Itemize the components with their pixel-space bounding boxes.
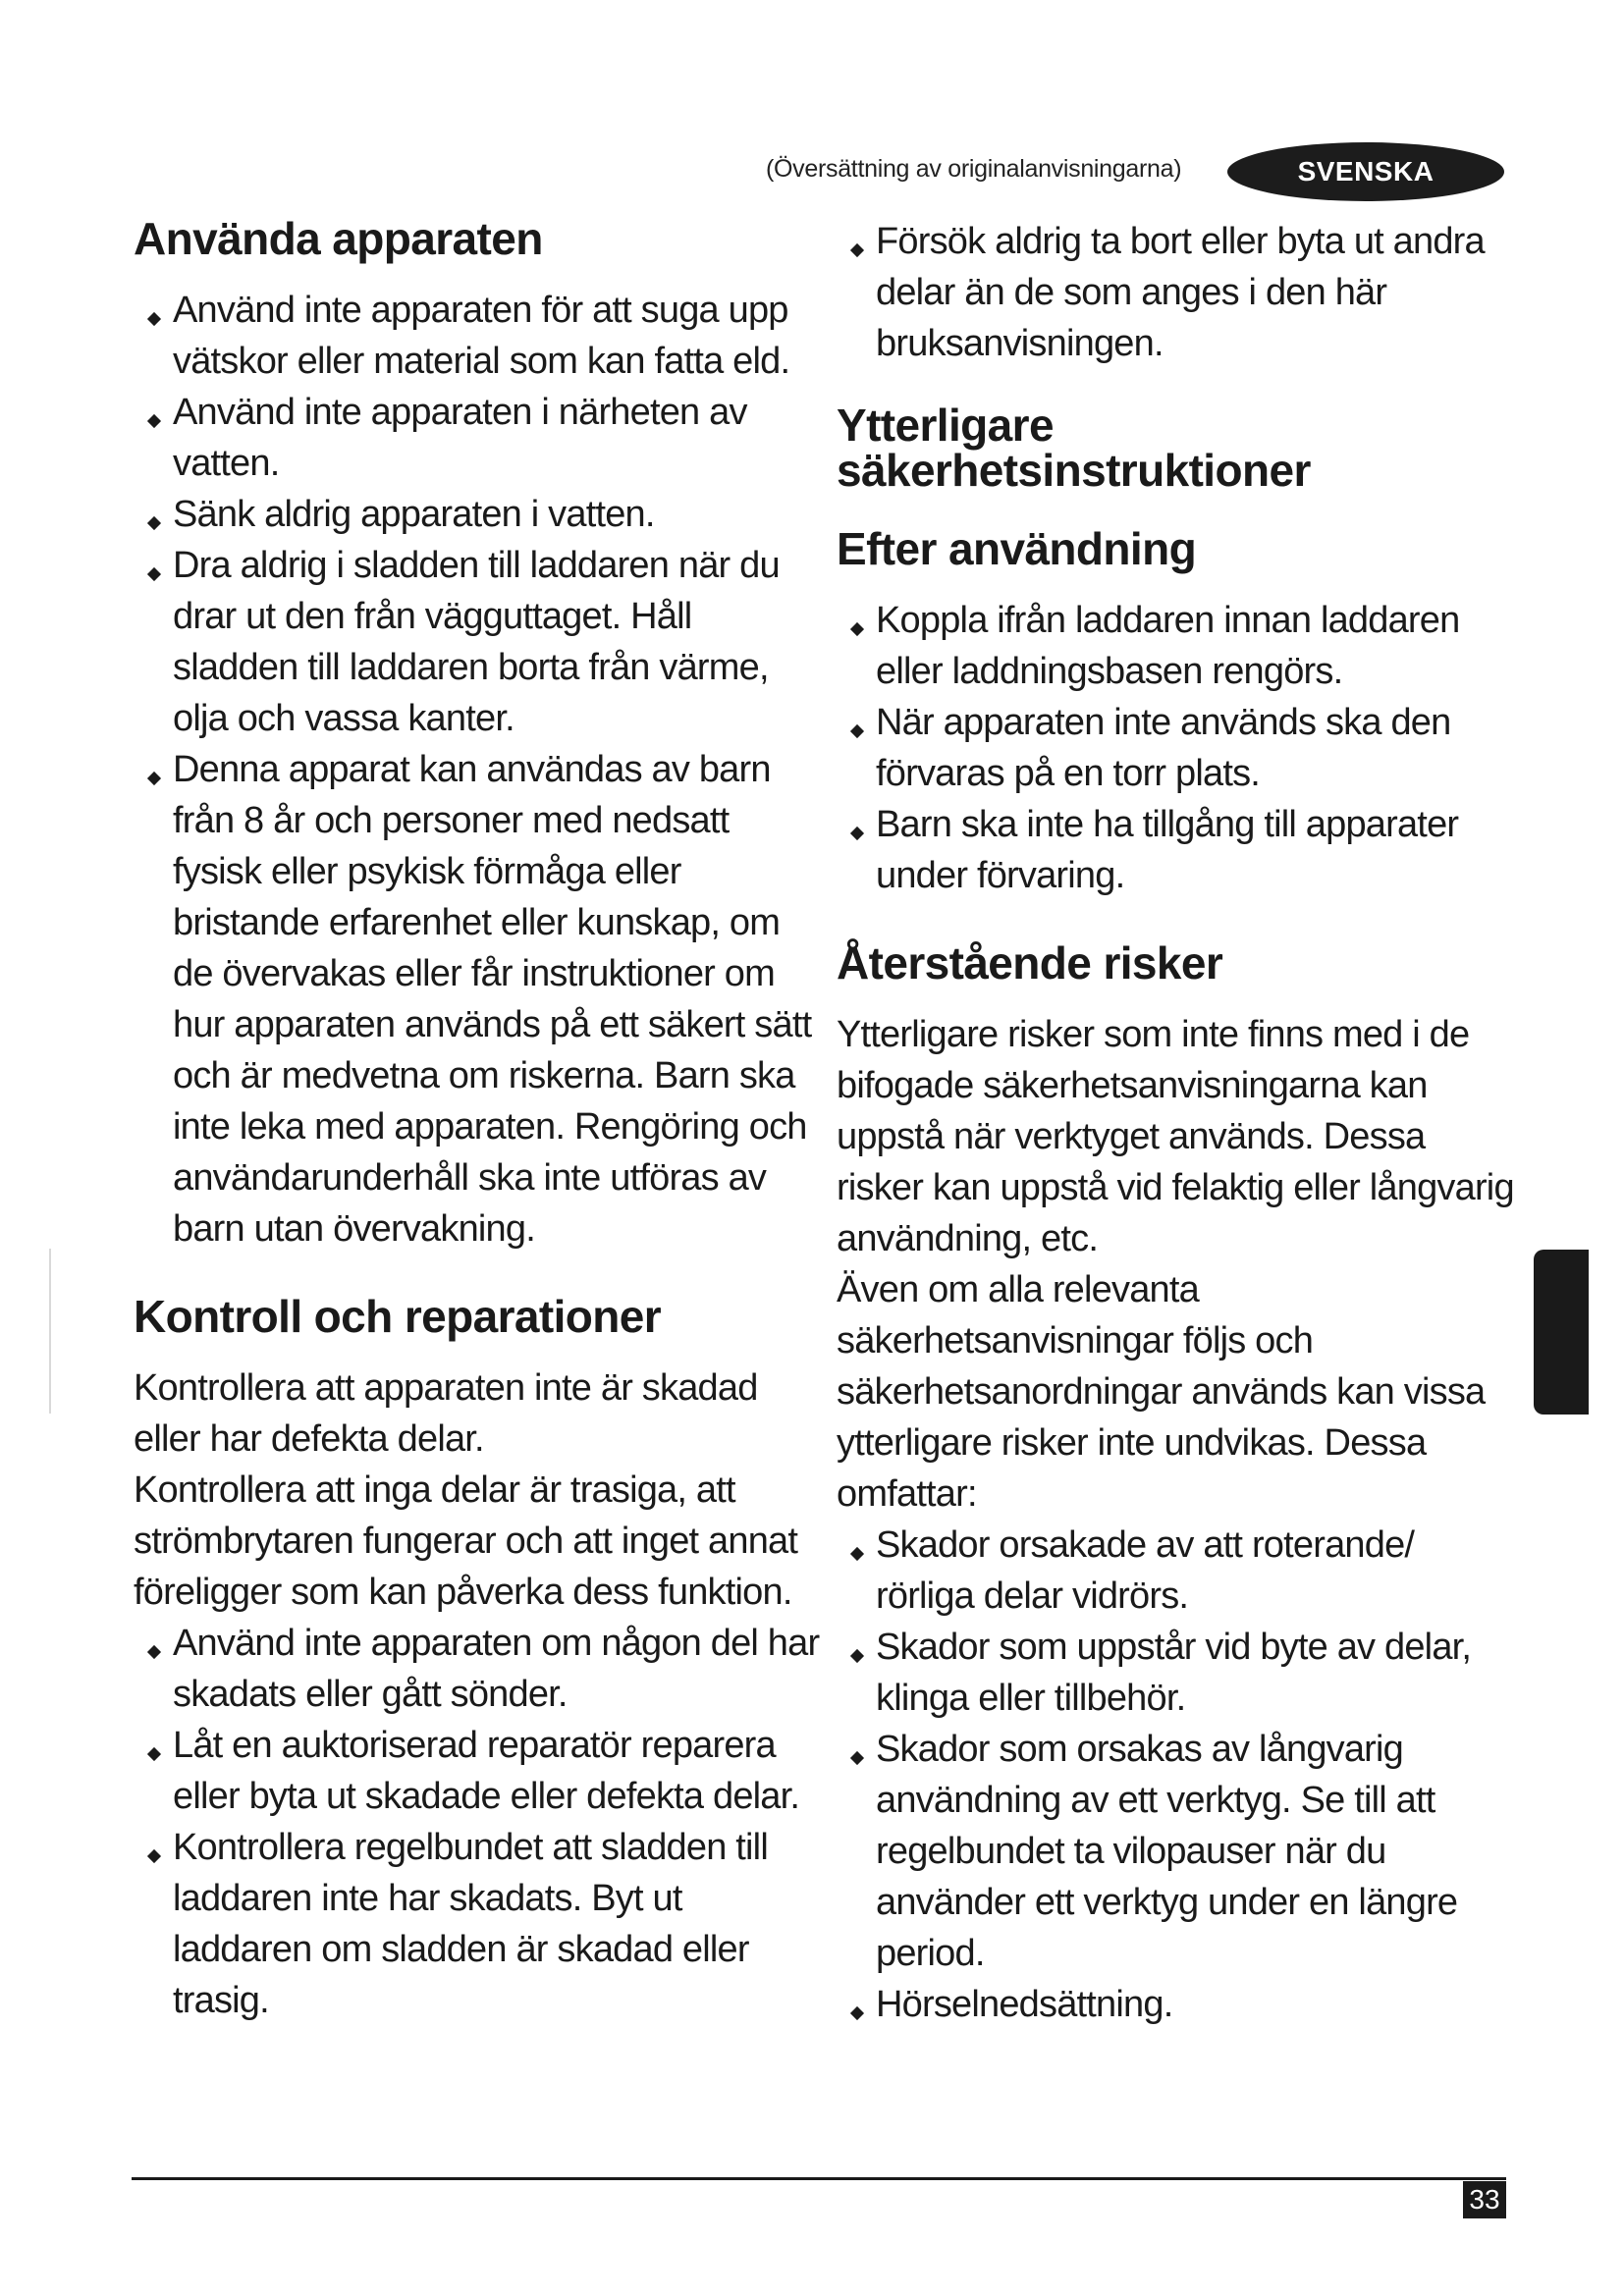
list-item: Skador som orsakas av långvarig användning av ett verktyg. Se till att regelbundet ta vilopauser när du använder ett verktyg under en längre period. [837, 1724, 1514, 1979]
list-item: Sänk aldrig apparaten i vatten. [134, 489, 821, 540]
list-item: Låt en auktoriserad reparatör reparera eller byta ut skadade eller defekta delar. [134, 1720, 821, 1822]
list-item: Barn ska inte ha tillgång till apparater under förvaring. [837, 799, 1514, 901]
inspection-repairs-list [134, 1618, 821, 2026]
list-item: Försök aldrig ta bort eller byta ut andra delar än de som anges i den här bruksanvisningen. [837, 216, 1514, 369]
left-column [134, 213, 821, 2026]
list-item: Skador som uppstår vid byte av delar, klinga eller tillbehör. [837, 1622, 1514, 1724]
list-item: Denna apparat kan användas av barn från 8 år och personer med nedsatt fysisk eller psykisk förmåga eller bristande erfarenhet eller kunskap, om de övervakas eller får instruktioner om hur apparaten används på ett säkert sätt och är medvetna om riskerna. Barn ska inte leka med apparaten. Rengöring och användarunderhåll ska inte utföras av barn utan övervakning. [134, 744, 821, 1255]
section-title-inspection-repairs: Kontroll och reparationer [134, 1291, 662, 1342]
paragraph: Ytterligare risker som inte finns med i de bifogade säkerhetsanvisningarna kan uppstå när verktyget används. Dessa risker kan uppstå vid felaktig eller långvarig användning, etc. [837, 1014, 1514, 1259]
list-item: Använd inte apparaten för att suga upp vätskor eller material som kan fatta eld. [134, 285, 821, 387]
list-item: Skador orsakade av att roterande/ rörliga delar vidrörs. [837, 1520, 1514, 1622]
paragraph: Även om alla relevanta säkerhetsanvisningar följs och säkerhetsanordningar används kan vissa ytterligare risker inte undvikas. Dessa omfattar: [837, 1269, 1486, 1515]
after-use-list [837, 595, 1514, 901]
residual-risks-list [837, 1520, 1514, 2030]
translation-note: (Översättning av originalanvisningarna) [766, 155, 1182, 183]
using-appliance-list [134, 285, 821, 1255]
section-title-after-use: Efter användning [837, 523, 1197, 574]
list-item: Kontrollera regelbundet att sladden till laddaren inte har skadats. Byt ut laddaren om sladden är skadad eller trasig. [134, 1822, 821, 2026]
language-badge: SVENSKA [1227, 142, 1504, 201]
paragraph: Kontrollera att inga delar är trasiga, att strömbrytaren fungerar och att inget annat föreligger som kan påverka dess funktion. [134, 1469, 798, 1613]
section-title-residual-risks: Återstående risker [837, 937, 1223, 988]
footer-rule [132, 2177, 1506, 2180]
list-item: Hörselnedsättning. [837, 1979, 1514, 2030]
page-number: 33 [1463, 2181, 1506, 2218]
list-item: Koppla ifrån laddaren innan laddaren eller laddningsbasen rengörs. [837, 595, 1514, 697]
list-item: Använd inte apparaten om någon del har skadats eller gått sönder. [134, 1618, 821, 1720]
section-heading-additional-safety: Ytterligare säkerhetsinstruktioner [837, 400, 1311, 496]
continued-list [837, 216, 1514, 369]
list-item: Dra aldrig i sladden till laddaren när du drar ut den från vägguttaget. Håll sladden till laddaren borta från värme, olja och vassa kanter. [134, 540, 821, 744]
margin-line [49, 1249, 51, 1414]
list-item: Använd inte apparaten i närheten av vatten. [134, 387, 821, 489]
chapter-tab [1534, 1250, 1589, 1415]
section-title-using-appliance: Använda apparaten [134, 213, 543, 264]
right-column [837, 216, 1514, 2030]
list-item: När apparaten inte används ska den förvaras på en torr plats. [837, 697, 1514, 799]
paragraph: Kontrollera att apparaten inte är skadad eller har defekta delar. [134, 1367, 758, 1460]
